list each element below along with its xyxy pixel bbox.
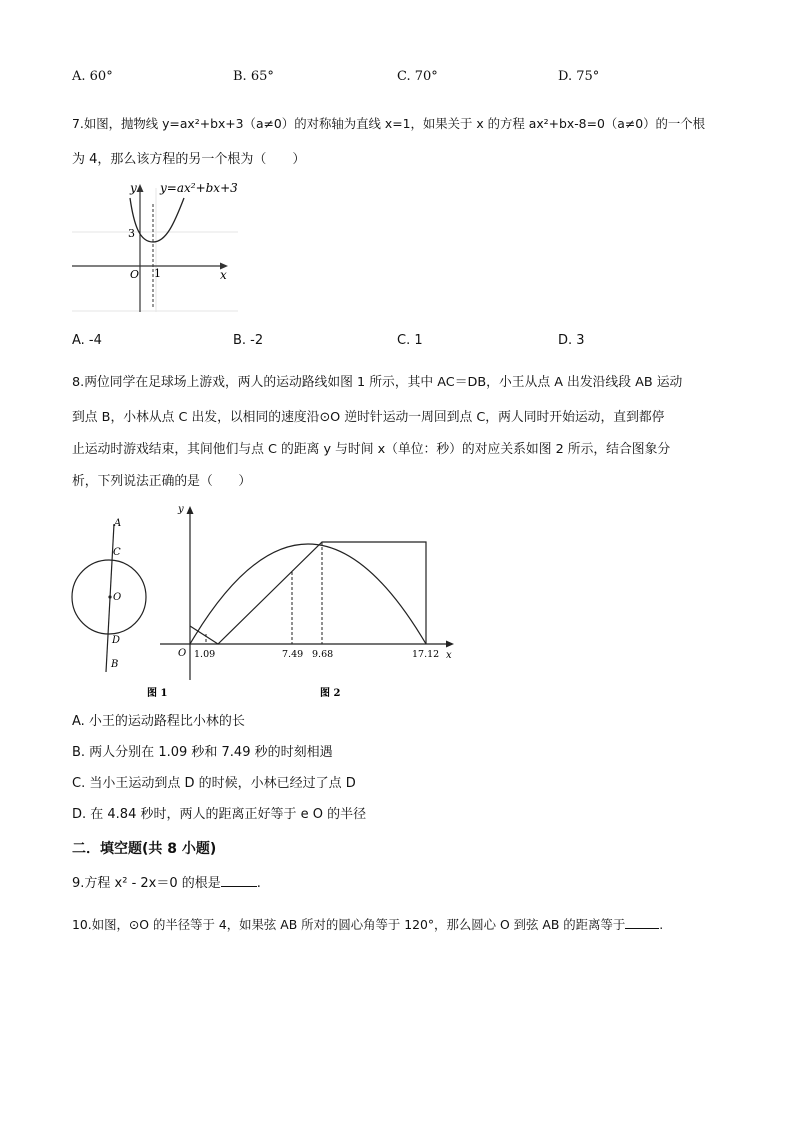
section-2-title: 二．填空题(共 8 小题) [72, 841, 217, 857]
q8-text-line2: 到点 B，小林从点 C 出发，以相同的速度沿⊙O 逆时针运动一周回到点 C，两人同时开始运动，直到都停 [72, 410, 665, 425]
q8-fig1-label-a: A [114, 518, 122, 529]
q8-text-line3: 止运动时游戏结束，其间他们与点 C 的距离 y 与时间 x（单位：秒）的对应关系如图 2 所示，结合图象分 [72, 442, 671, 457]
q8-text-line4: 析，下列说法正确的是（ ） [72, 474, 252, 489]
q7-option-c: C. 1 [397, 333, 423, 348]
q8-fig1-center-dot [108, 595, 111, 598]
q7-y-axis-arrow [137, 184, 144, 192]
q9-text: 9.方程 x² - 2x＝0 的根是 [72, 876, 221, 891]
q10-suffix: . [659, 917, 664, 932]
q8-fig2-tick-9-68: 9.68 [312, 649, 334, 660]
q6-option-d: D. 75° [558, 69, 600, 84]
q7-option-a: A. -4 [72, 333, 102, 348]
q6-option-b: B. 65° [233, 69, 274, 84]
q10-answer-blank[interactable] [625, 916, 659, 929]
q8-figure1 [66, 512, 168, 702]
q8-fig2-x-label: x [446, 650, 452, 661]
q8-fig1-label-d: D [112, 635, 121, 646]
q8-text-line1: 8.两位同学在足球场上游戏，两人的运动路线如图 1 所示，其中 AC＝DB，小王从点 A 出发沿线段 AB 运动 [72, 375, 683, 390]
q10-text: 10.如图，⊙O 的半径等于 4，如果弦 AB 所对的圆心角等于 120°，那么圆心 O 到弦 AB 的距离等于 [72, 917, 626, 932]
q8-fig2-tick-1-09: 1.09 [194, 649, 216, 660]
q8-fig2-xiaolin-curve [190, 544, 426, 644]
q8-fig2-y-label: y [178, 504, 184, 515]
q8-fig1-label-o: O [113, 592, 122, 603]
q7-y-label: y [130, 181, 137, 195]
q8-fig2-x-axis-arrow [446, 641, 454, 648]
q8-option-d: D. 在 4.84 秒时，两人的距离正好等于 e O 的半径 [72, 807, 367, 822]
q8-fig2-tick-7-49: 7.49 [282, 649, 304, 660]
q8-fig1-label-c: C [113, 547, 121, 558]
q6-option-c: C. 70° [397, 69, 438, 84]
q8-fig2-caption: 图 2 [320, 688, 341, 699]
q8-option-b: B. 两人分别在 1.09 秒和 7.49 秒的时刻相遇 [72, 745, 333, 760]
q8-fig1-caption: 图 1 [147, 688, 168, 699]
q10-question [72, 916, 663, 934]
q8-figure2 [156, 498, 462, 704]
q7-text-line2: 为 4，那么该方程的另一个根为（ ） [72, 152, 306, 167]
q8-option-c: C. 当小王运动到点 D 的时候，小林已经过了点 D [72, 776, 356, 791]
q9-answer-blank[interactable] [221, 874, 257, 887]
q8-fig1-label-b: B [111, 659, 119, 670]
q6-option-a: A. 60° [72, 69, 113, 84]
q7-x-label: x [220, 268, 227, 282]
q7-parabola-curve [130, 198, 184, 242]
q8-fig2-origin: O [178, 648, 187, 659]
q7-function-label: y=ax²+bx+3 [160, 181, 238, 195]
q7-x-tick-1: 1 [154, 267, 161, 280]
q7-option-d: D. 3 [558, 333, 585, 348]
q7-y-tick-3: 3 [128, 227, 135, 240]
q8-option-a: A. 小王的运动路程比小林的长 [72, 714, 245, 729]
q7-option-b: B. -2 [233, 333, 264, 348]
q9-suffix: . [256, 876, 261, 891]
q7-origin-label: O [130, 268, 140, 281]
q7-parabola-graph [68, 176, 248, 318]
q7-text-line1: 7.如图，抛物线 y=ax²+bx+3（a≠0）的对称轴为直线 x=1，如果关于 x 的方程 ax²+bx-8=0（a≠0）的一个根 [72, 116, 706, 131]
q9-question [72, 874, 261, 893]
q8-fig2-tick-17-12: 17.12 [412, 649, 440, 660]
q8-fig2-y-axis-arrow [187, 506, 194, 514]
